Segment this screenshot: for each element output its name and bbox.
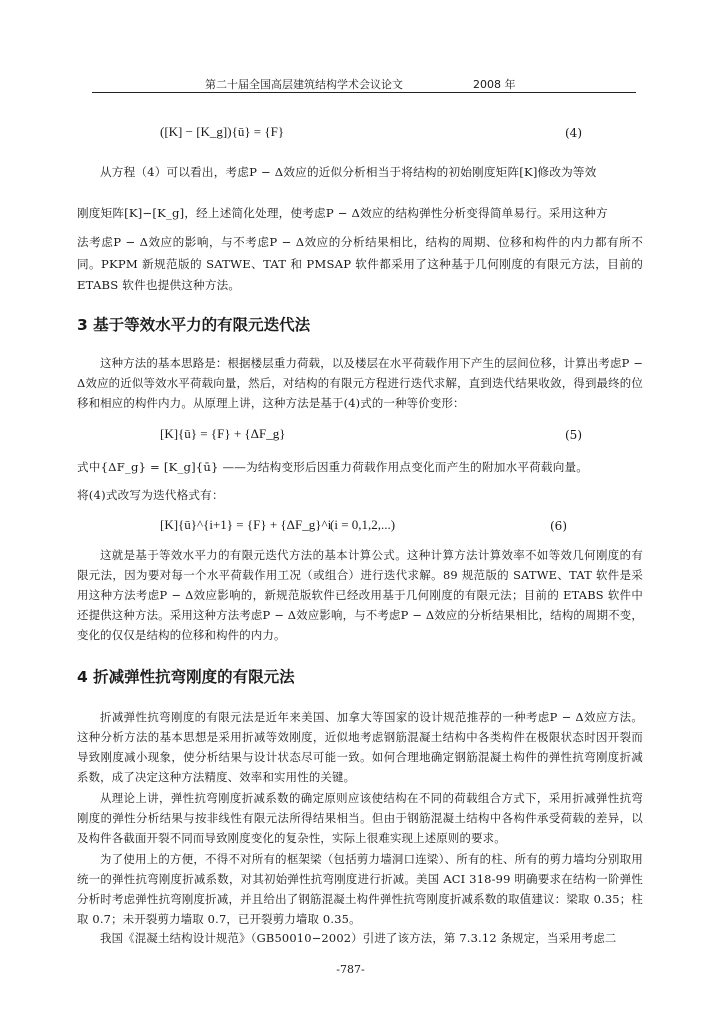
- equation-4: ([K] − [K_g]){ū} = {F}: [160, 124, 285, 139]
- paragraph-9: 我国《混凝土结构设计规范》（GB50010−2002）引进了该方法，第 7.3.12 条规定，当采用考虑二: [100, 931, 617, 945]
- equation-6-number: (6): [550, 519, 567, 533]
- paragraph-5: 这就是基于等效水平力的有限元迭代方法的基本计算公式。这种计算方法计算效率不如等效几何刚度的有限元法，因为要对每一个水平荷载作用工况（或组合）进行迭代求解。89 规范版的 SATWE、TAT 软件是采用这种方法考虑P − Δ效应影响的，新规范版软件已经改用基于几何刚度的有限元法；目前的 ETABS 软件中还提供这种方法。采用这种方法考虑P − Δ效应影响，与不考虑P − Δ效应的分析结果相比，结构的周期不变，变化的仅仅是结构的位移和构件的内力。: [77, 548, 643, 642]
- paragraph-1-line-2: 刚度矩阵[K]−[K_g]，经上述简化处理，使考虑P − Δ效应的结构弹性分析变得简单易行。采用这种方: [77, 206, 608, 220]
- equation-6-condition: (i = 0,1,2,...): [330, 517, 396, 532]
- paragraph-2: 这种方法的基本思路是：根据楼层重力荷载，以及楼层在水平荷载作用下产生的层间位移，计算出考虑P − Δ效应的近似等效水平荷载向量，然后，对结构的有限元方程进行迭代求解，直到迭代结果收敛，得到最终的位移和相应的构件内力。从原理上讲，这种方法是基于(4)式的一种等价变形：: [77, 356, 644, 410]
- paragraph-6: 折减弹性抗弯刚度的有限元法是近年来美国、加拿大等国家的设计规范推荐的一种考虑P − Δ效应方法。这种分析方法的基本思想是采用折减等效刚度，近似地考虑钢筋混凝土结构中各类构件在极限状态时因开裂而导致刚度减小现象，使分析结果与设计状态尽可能一致。如何合理地确定钢筋混凝土构件的弹性抗弯刚度折减系数，成了决定这种方法精度、效率和实用性的关键。: [77, 710, 643, 784]
- paragraph-4: 将(4)式改写为迭代格式有：: [77, 488, 224, 502]
- paragraph-3: 式中{ΔF_g} = [K_g]{ū} ——为结构变形后因重力荷载作用点变化而产生的附加水平荷载向量。: [77, 460, 589, 474]
- page-number: -787-: [336, 963, 365, 976]
- equation-5-number: (5): [565, 428, 582, 442]
- section-4-heading: 4 折减弹性抗弯刚度的有限元法: [77, 668, 295, 686]
- paragraph-1-line-1: 从方程（4）可以看出，考虑P − Δ效应的近似分析相当于将结构的初始刚度矩阵[K]修改为等效: [100, 165, 597, 179]
- section-3-heading: 3 基于等效水平力的有限元迭代法: [77, 316, 311, 334]
- paragraph-7: 从理论上讲，弹性抗弯刚度折减系数的确定原则应该使结构在不同的荷载组合方式下，采用折减弹性抗弯刚度的弹性分析结果与按非线性有限元法所得结果相当。但由于钢筋混凝土结构中各构件承受荷载的差异，以及构件各截面开裂不同而导致刚度变化的复杂性，实际上很难实现上述原则的要求。: [77, 791, 643, 845]
- header-year: 2008 年: [473, 78, 516, 91]
- header-conference-title: 第二十届全国高层建筑结构学术会议论文: [205, 78, 403, 91]
- paragraph-8: 为了使用上的方便，不得不对所有的框架梁（包括剪力墙洞口连梁）、所有的柱、所有的剪力墙均分别取用统一的弹性抗弯刚度折减系数，对其初始弹性抗弯刚度进行折减。美国 ACI 318-99 明确要求在结构一阶弹性分析时考虑弹性抗弯刚度折减，并且给出了钢筋混凝土构件弹性抗弯刚度折减系数的取值建议：梁取 0.35；柱取 0.7；未开裂剪力墙取 0.7，已开裂剪力墙取 0.35。: [77, 852, 643, 926]
- equation-5: [K]{ū} = {F} + {ΔF_g}: [160, 426, 286, 441]
- paragraph-1-rest: 法考虑P − Δ效应的影响，与不考虑P − Δ效应的分析结果相比，结构的周期、位移和构件的内力都有所不同。PKPM 新规范版的 SATWE、TAT 和 PMSAP 软件都采用了这种基于几何刚度的有限元方法，目前的 ETABS 软件也提供这种方法。: [77, 235, 643, 292]
- header-rule: [92, 92, 636, 93]
- equation-6: [K]{ū}^{i+1} = {F} + {ΔF_g}^i: [160, 517, 332, 532]
- running-header: [205, 74, 525, 92]
- equation-4-number: (4): [565, 126, 582, 140]
